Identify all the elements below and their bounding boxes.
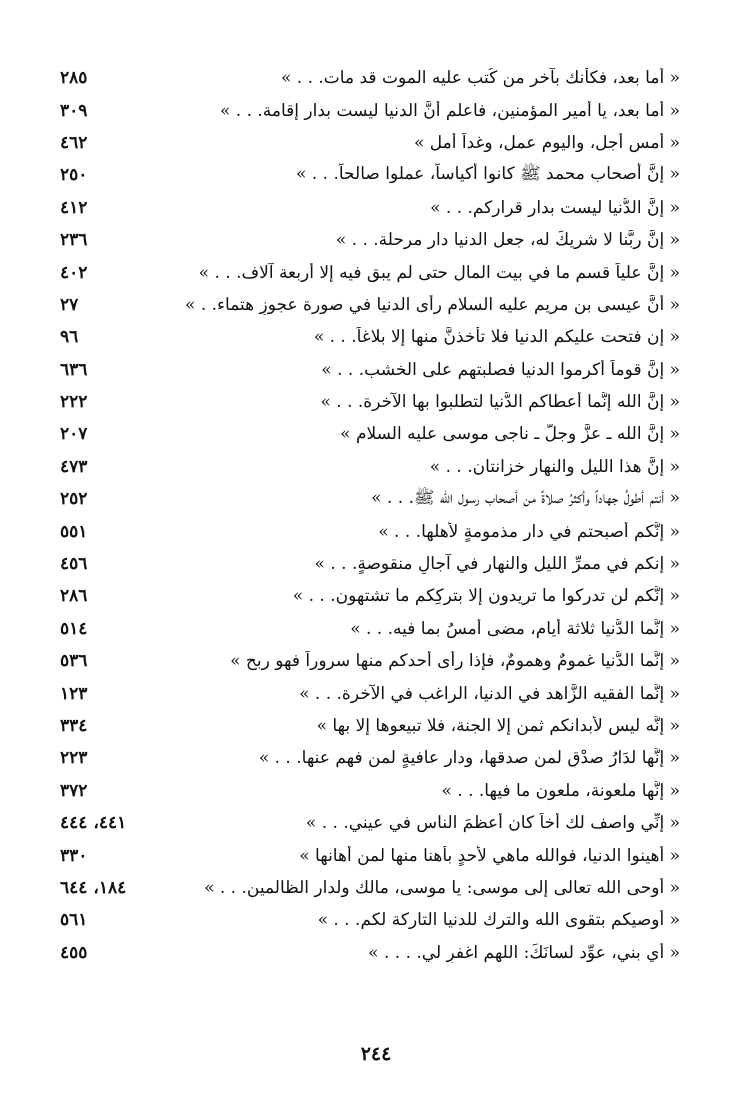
index-entry — [60, 775, 680, 807]
index-entry — [60, 159, 680, 191]
index-list — [60, 62, 680, 969]
entry-page-refs: ٥٥١ — [60, 521, 88, 542]
index-entry — [60, 256, 680, 288]
entry-text: « إنَّها لدَارُ صدْقٍ لمن صدقها، ودار عافيةٍ لمن فهم عنها. . . » — [258, 748, 680, 769]
index-entry — [60, 839, 680, 871]
entry-text: « إنَّكم أصبحتم في دار مذمومةٍ لأهلها. . . » — [378, 521, 680, 542]
entry-text: « أما بعد، يا أمير المؤمنين، فاعلم أنَّ الدنيا ليست بدار إقامة. . . » — [219, 100, 680, 121]
index-entry — [60, 354, 680, 386]
entry-page-refs: ٣٣٤ — [60, 716, 88, 736]
entry-text: « إنَّ قوماً أكرموا الدنيا فصلبتهم على الخشب. . . » — [321, 359, 680, 380]
index-entry — [60, 904, 680, 936]
index-entry — [60, 548, 680, 580]
index-entry — [60, 937, 680, 969]
index-entry — [60, 613, 680, 645]
index-entry — [60, 580, 680, 612]
entry-text: « أوصيكم بتقوى الله والترك للدنيا التاركة لكم. . . » — [317, 910, 680, 931]
index-entry — [60, 451, 680, 483]
entry-text: « إنَّما الفقيه الزَّاهد في الدنيا، الراغب في الآخرة. . . » — [299, 683, 680, 704]
index-entry — [60, 386, 680, 418]
entry-page-refs: ٤٥٥ — [60, 942, 88, 963]
entry-text: « أوحى الله تعالى إلى موسى: يا موسى، مالك ولدار الظالمين. . . » — [204, 877, 680, 898]
index-entry — [60, 62, 680, 94]
index-entry — [60, 94, 680, 126]
index-entry — [60, 515, 680, 547]
entry-page-refs: ٥١٤ — [60, 618, 88, 639]
entry-text: « أهينوا الدنيا، فوالله ماهي لأحدٍ بأهنا منها لمن أهانها » — [299, 845, 680, 866]
entry-page-refs: ٣٠٩ — [60, 100, 88, 121]
index-entry — [60, 645, 680, 677]
entry-page-refs: ٤٠٢ — [60, 262, 88, 283]
index-entry — [60, 127, 680, 159]
entry-page-refs: ٤٤١، ٤٤٤ — [60, 813, 127, 834]
entry-page-refs: ٥٣٦ — [60, 651, 88, 672]
index-entry — [60, 321, 680, 353]
entry-page-refs: ٤١٢ — [60, 197, 88, 218]
index-entry — [60, 483, 680, 515]
entry-page-refs: ٢٥٢ — [60, 489, 88, 510]
entry-text: « إنَّها ملعونة، ملعون ما فيها. . . » — [441, 780, 680, 801]
entry-text: « إن فتحت عليكم الدنيا فلا تأخذنَّ منها إلا بلاغاً. . . » — [313, 327, 680, 348]
entry-page-refs: ٢٨٦ — [60, 586, 88, 607]
index-entry — [60, 742, 680, 774]
entry-page-refs: ١٢٣ — [60, 683, 88, 704]
entry-page-refs: ٩٦ — [60, 327, 79, 348]
page-number: ٢٤٤ — [360, 1043, 392, 1065]
entry-page-refs: ٢٥٠ — [60, 165, 88, 186]
entry-page-refs: ٢٣٦ — [60, 230, 88, 251]
entry-text: « أي بني، عوِّد لسانَكَ: اللهم اغفرِ لي. . . . » — [368, 942, 680, 963]
entry-page-refs: ١٨٤، ٦٤٤ — [60, 877, 127, 898]
entry-text: « أما بعد، فكأنك بآخر من كُتب عليه الموت قد مات. . . » — [280, 68, 680, 89]
entry-page-refs: ٢٨٥ — [60, 68, 88, 89]
index-entry — [60, 710, 680, 742]
entry-text: « إنَّ الله إنَّما أعطاكم الدُّنيا لتطلبوا بها الآخرة. . . » — [320, 392, 680, 413]
entry-text: « أمس أجل، واليوم عمل، وغداً أمل » — [413, 132, 680, 153]
entry-text: « إنَّ الدُّنيا ليست بدار قراركم. . . » — [430, 197, 680, 218]
entry-page-refs: ٢٢٣ — [60, 748, 88, 769]
index-entry — [60, 224, 680, 256]
entry-text: « إنَّ هذا الليل والنهار خزانتان. . . » — [429, 456, 680, 477]
entry-page-refs: ٢٢٢ — [60, 392, 88, 413]
entry-page-refs: ٢٠٧ — [60, 424, 88, 445]
entry-text: « إنَّه ليس لأبدانكم ثمن إلا الجنة، فلا تبيعوها إلا بها » — [316, 716, 680, 736]
index-entry — [60, 677, 680, 709]
index-entry — [60, 192, 680, 224]
entry-text: « إنَّ الله ـ عزَّ وجلَّ ـ ناجى موسى عليه السلام » — [340, 424, 680, 445]
entry-text: « إنَّكم لن تدركوا ما تريدون إلا بتركِكم ما تشتهون. . . » — [292, 586, 680, 607]
entry-text: « إنِّي واصف لك أخاً كان أعظمَ الناس في عيني. . . » — [305, 813, 680, 834]
entry-page-refs: ٤٥٦ — [60, 554, 88, 575]
index-entry — [60, 807, 680, 839]
entry-text: « أنتم أطولُ جهاداً وأكثرُ صلاةً من أصحاب رسول الله ﷺ. . . » — [371, 487, 680, 508]
entry-page-refs: ٥٦١ — [60, 910, 88, 931]
entry-page-refs: ٤٦٢ — [60, 132, 88, 153]
entry-page-refs: ٤٧٣ — [60, 456, 88, 477]
entry-page-refs: ٢٧ — [60, 294, 79, 315]
entry-text: « إنَّما الدُّنيا غمومٌ وهمومٌ، فإذا رأى أحدكم منها سروراً فهو ربح » — [230, 651, 680, 672]
entry-page-refs: ٣٣٠ — [60, 845, 88, 866]
index-entry — [60, 289, 680, 321]
entry-text: « إنَّ أصحاب محمد ﷺ كانوا أكياساً، عملوا صالحاً. . . » — [296, 163, 680, 184]
entry-page-refs: ٣٧٢ — [60, 780, 88, 801]
index-entry — [60, 418, 680, 450]
entry-page-refs: ٦٣٦ — [60, 359, 88, 380]
entry-text: « إنكم في ممرِّ الليل والنهار في آجالٍ منقوصةٍ. . . » — [314, 554, 680, 575]
entry-text: « إنَّ علياً قسم ما في بيت المال حتى لم يبق فيه إلا أربعة آلاف. . . » — [198, 262, 680, 283]
entry-text: « أنَّ عيسى بن مريم عليه السلام رأى الدنيا في صورة عجوزٍ هتماء. . » — [185, 294, 680, 315]
index-entry — [60, 872, 680, 904]
entry-text: « إنَّ ربَّنا لا شريكَ له، جعل الدنيا دار مرحلة. . . » — [335, 230, 680, 251]
entry-text: « إنَّما الدُّنيا ثلاثة أيام، مضى أمسُ بما فيه. . . » — [350, 618, 680, 639]
